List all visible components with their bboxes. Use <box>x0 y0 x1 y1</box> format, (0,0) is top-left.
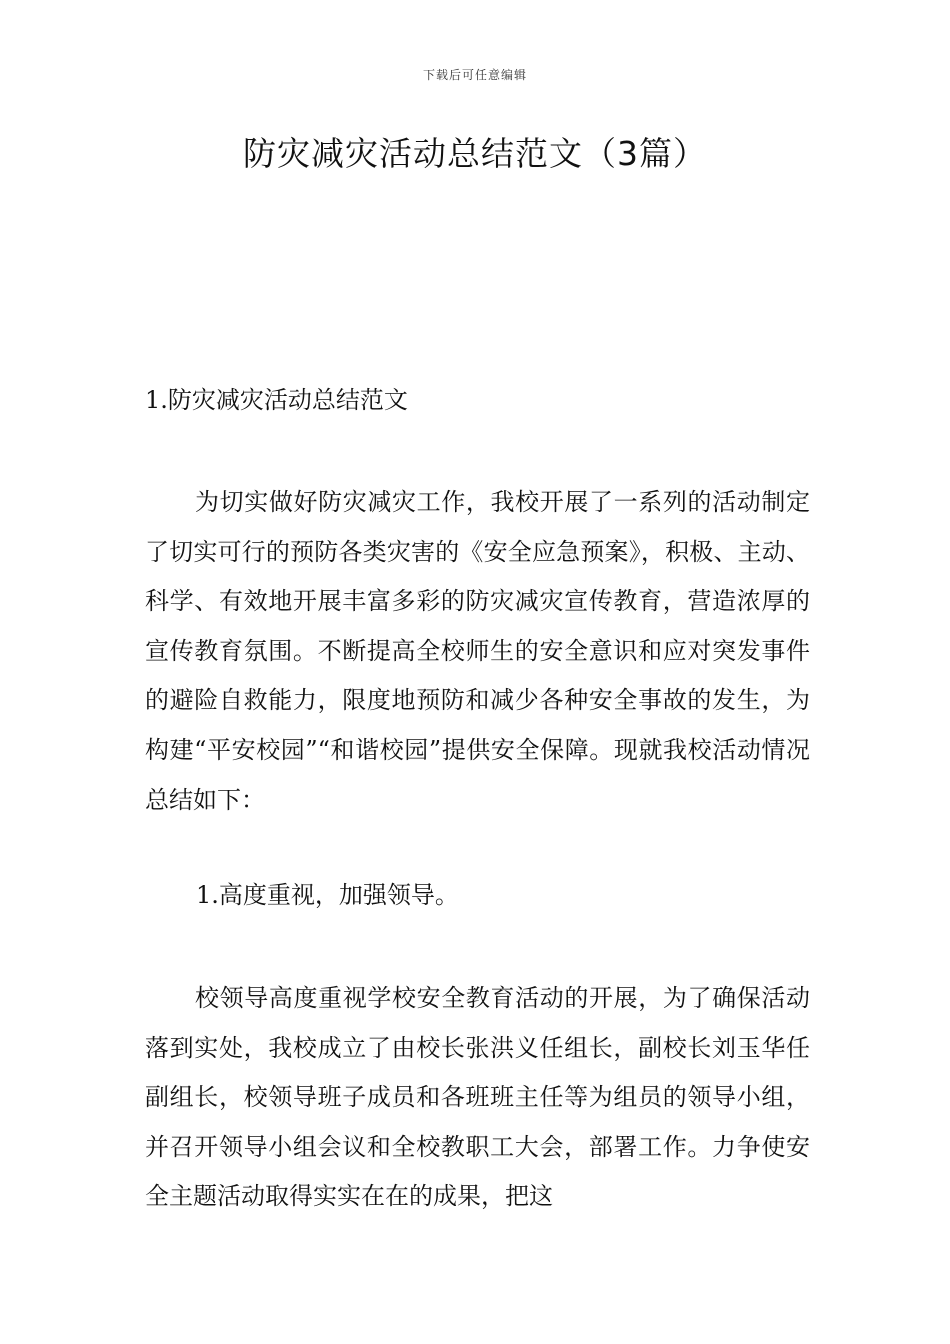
point-body-paragraph: 校领导高度重视学校安全教育活动的开展，为了确保活动落到实处，我校成立了由校长张洪义任组长，副校长刘玉华任副组长，校领导班子成员和各班班主任等为组员的领导小组，并召开领导小组会议和全校教职工大会，部署工作。力争使安全主题活动取得实实在在的成果，把这 <box>145 984 810 1211</box>
intro-paragraph: 为切实做好防灾减灾工作，我校开展了一系列的活动制定了切实可行的预防各类灾害的《安全应急预案》，积极、主动、科学、有效地开展丰富多彩的防灾减灾宣传教育，营造浓厚的宣传教育氛围。不断提高全校师生的安全意识和应对突发事件的避险自救能力，限度地预防和减少各种安全事故的发生，为构建“平安校园”“和谐校园”提供安全保障。现就我校活动情况总结如下： <box>145 488 810 814</box>
section-heading: 1.防灾减灾活动总结范文 <box>145 386 408 414</box>
document-title: 防灾减灾活动总结范文（3篇） <box>243 134 707 173</box>
point-heading: 1.高度重视，加强领导。 <box>196 881 459 909</box>
header-note: 下载后可任意编辑 <box>422 68 527 82</box>
